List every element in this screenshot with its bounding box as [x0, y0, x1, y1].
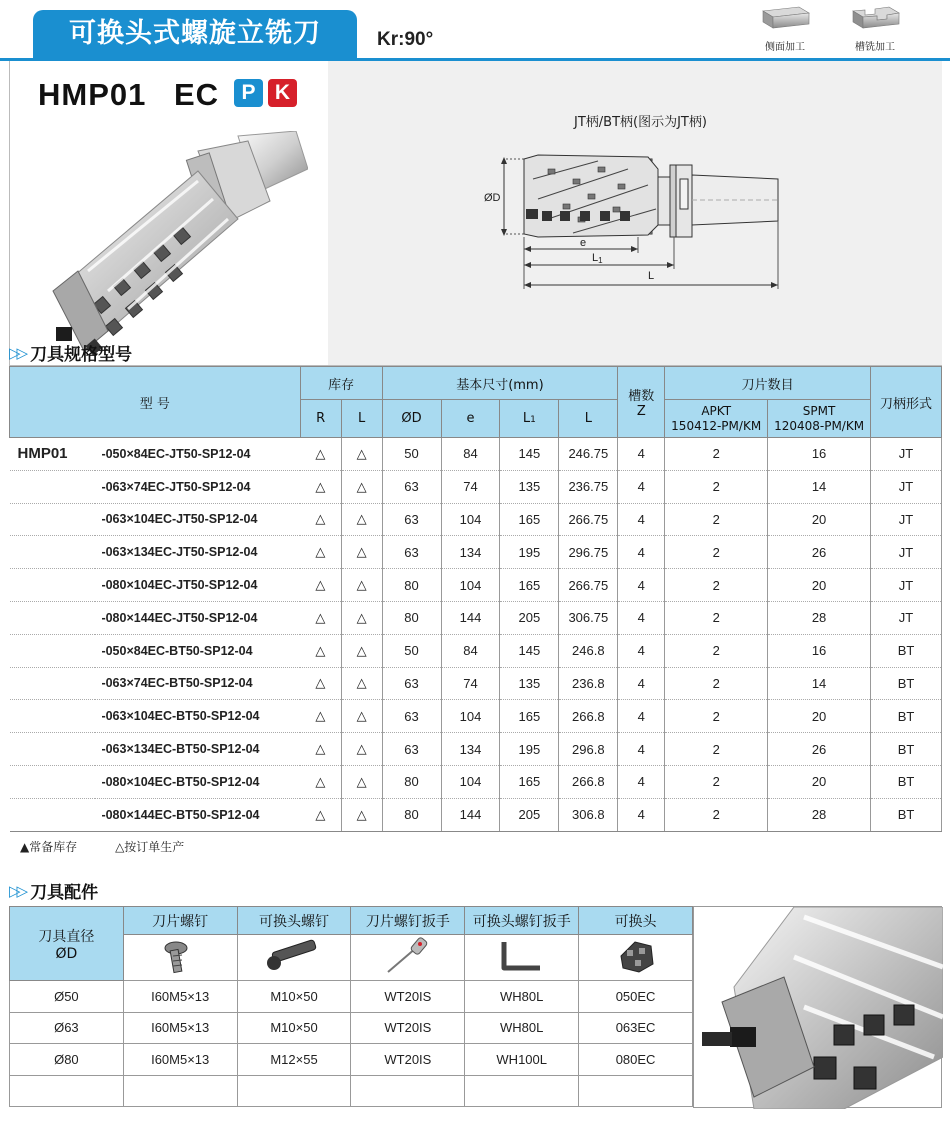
- model-cell: -063×104EC-JT50-SP12-04: [95, 503, 300, 536]
- acc-header-insert-screw: 刀片螺钉: [123, 907, 237, 935]
- l1-cell: 145: [500, 634, 559, 667]
- apkt-cell: 2: [665, 569, 768, 602]
- diameter-cell: Ø80: [10, 1044, 124, 1076]
- accessory-row: [10, 1012, 693, 1044]
- blank-cell: [237, 1075, 351, 1107]
- series-cell: [10, 470, 96, 503]
- stock-l-cell: △: [341, 470, 382, 503]
- apkt-cell: 2: [665, 601, 768, 634]
- e-cell: 134: [441, 733, 500, 766]
- l1-cell: 165: [500, 569, 559, 602]
- flutes-cell: 4: [618, 700, 665, 733]
- acc-header-head: 可换头: [579, 907, 693, 935]
- slot-milling-icon: [849, 5, 901, 29]
- model-name: [38, 77, 219, 113]
- series-cell: HMP01: [10, 438, 96, 471]
- diameter-label: ØD: [484, 192, 501, 204]
- apkt-cell: 2: [665, 765, 768, 798]
- flutes-cell: 4: [618, 569, 665, 602]
- spec-row: [10, 438, 942, 471]
- l-cell: 306.75: [559, 601, 618, 634]
- spmt-cell: 28: [768, 798, 871, 831]
- head-cell: 063EC: [579, 1012, 693, 1044]
- stock-l-cell: △: [341, 438, 382, 471]
- l-cell: 236.75: [559, 470, 618, 503]
- header-inserts: 刀片数目: [665, 367, 871, 400]
- stock-l-cell: △: [341, 569, 382, 602]
- head-screw-cell: M10×50: [237, 1012, 351, 1044]
- stock-r-cell: △: [300, 601, 341, 634]
- head-wrench-cell: WH80L: [465, 1012, 579, 1044]
- e-cell: 104: [441, 569, 500, 602]
- shank-cell: BT: [871, 765, 942, 798]
- accessory-blank-row: [10, 1075, 693, 1107]
- head-screw-picture: [237, 935, 351, 981]
- diagram-caption: JT柄/BT柄(图示为JT柄): [574, 115, 707, 130]
- series-cell: [10, 700, 96, 733]
- apkt-cell: 2: [665, 536, 768, 569]
- model-cell: -050×84EC-BT50-SP12-04: [95, 634, 300, 667]
- e-cell: 144: [441, 798, 500, 831]
- diameter-cell: 63: [382, 733, 441, 766]
- spec-row: [10, 601, 942, 634]
- spmt-cell: 20: [768, 700, 871, 733]
- l-cell: 266.75: [559, 503, 618, 536]
- header-e: e: [441, 400, 500, 438]
- flutes-cell: 4: [618, 798, 665, 831]
- accessory-section-heading: [9, 878, 98, 903]
- material-badge-k: K: [268, 79, 297, 107]
- dimension-diagram-panel: [328, 61, 942, 365]
- flutes-cell: 4: [618, 536, 665, 569]
- spec-row: [10, 569, 942, 602]
- l-cell: 266.8: [559, 700, 618, 733]
- stock-l-cell: △: [341, 700, 382, 733]
- spmt-cell: 28: [768, 601, 871, 634]
- flutes-cell: 4: [618, 438, 665, 471]
- stock-r-cell: △: [300, 798, 341, 831]
- diameter-cell: 63: [382, 667, 441, 700]
- l1-cell: 135: [500, 470, 559, 503]
- l1-cell: 205: [500, 798, 559, 831]
- kr-angle: Kr:90°: [377, 29, 434, 50]
- diameter-cell: 63: [382, 470, 441, 503]
- accessory-table: [9, 906, 693, 1107]
- flutes-cell: 4: [618, 503, 665, 536]
- spmt-cell: 26: [768, 536, 871, 569]
- flutes-cell: 4: [618, 601, 665, 634]
- stock-l-cell: △: [341, 601, 382, 634]
- flutes-cell: 4: [618, 733, 665, 766]
- apkt-cell: 2: [665, 438, 768, 471]
- spec-row: [10, 470, 942, 503]
- insert-screw-cell: I60M5×13: [123, 1012, 237, 1044]
- shank-cell: JT: [871, 569, 942, 602]
- stock-r-cell: △: [300, 503, 341, 536]
- header-l: L: [559, 400, 618, 438]
- diameter-cell: Ø50: [10, 981, 124, 1013]
- legend-standard-stock: ▲常备库存: [20, 840, 78, 854]
- torx-wrench-icon: [380, 936, 436, 976]
- header-dimensions: 基本尺寸(mm): [382, 367, 618, 400]
- blank-cell: [351, 1075, 465, 1107]
- stock-r-cell: △: [300, 667, 341, 700]
- spmt-cell: 14: [768, 470, 871, 503]
- shank-cell: BT: [871, 667, 942, 700]
- diameter-cell: Ø63: [10, 1012, 124, 1044]
- diameter-cell: 80: [382, 798, 441, 831]
- l1-cell: 195: [500, 536, 559, 569]
- acc-header-diameter: 刀具直径 ØD: [10, 907, 124, 981]
- spmt-cell: 20: [768, 503, 871, 536]
- spec-row: [10, 765, 942, 798]
- spmt-cell: 16: [768, 634, 871, 667]
- stock-r-cell: △: [300, 634, 341, 667]
- shank-cell: JT: [871, 438, 942, 471]
- l-cell: 296.8: [559, 733, 618, 766]
- model-cell: -050×84EC-JT50-SP12-04: [95, 438, 300, 471]
- l1-cell: 165: [500, 700, 559, 733]
- series-cell: [10, 569, 96, 602]
- header-d: ØD: [382, 400, 441, 438]
- e-cell: 104: [441, 765, 500, 798]
- stock-r-cell: △: [300, 470, 341, 503]
- diameter-cell: 80: [382, 765, 441, 798]
- header-flutes: 槽数 Z: [618, 367, 665, 438]
- torx-wrench-picture: [351, 935, 465, 981]
- slot-milling-label: 槽铣加工: [855, 42, 895, 53]
- dim-l1-label: L1: [592, 252, 603, 265]
- accessory-row: [10, 1044, 693, 1076]
- blank-cell: [123, 1075, 237, 1107]
- l1-cell: 135: [500, 667, 559, 700]
- insert-wrench-cell: WT20IS: [351, 981, 465, 1013]
- flutes-cell: 4: [618, 667, 665, 700]
- hex-wrench-picture: [465, 935, 579, 981]
- acc-header-head-screw: 可换头螺钉: [237, 907, 351, 935]
- stock-r-cell: △: [300, 569, 341, 602]
- insert-screw-cell: I60M5×13: [123, 981, 237, 1013]
- apkt-cell: 2: [665, 667, 768, 700]
- l-cell: 296.75: [559, 536, 618, 569]
- spec-row: [10, 798, 942, 831]
- header-l1: L1: [500, 400, 559, 438]
- head-wrench-cell: WH80L: [465, 981, 579, 1013]
- spec-row: [10, 634, 942, 667]
- dimension-drawing: [478, 149, 818, 294]
- accessory-row: [10, 981, 693, 1013]
- head-wrench-cell: WH100L: [465, 1044, 579, 1076]
- hex-wrench-icon: [494, 936, 550, 976]
- side-milling-icon: [759, 5, 811, 29]
- stock-l-cell: △: [341, 765, 382, 798]
- shank-cell: JT: [871, 470, 942, 503]
- l1-cell: 165: [500, 503, 559, 536]
- l-cell: 266.75: [559, 569, 618, 602]
- e-cell: 74: [441, 470, 500, 503]
- blank-cell: [465, 1075, 579, 1107]
- acc-header-insert-wrench: 刀片螺钉扳手: [351, 907, 465, 935]
- shank-cell: JT: [871, 503, 942, 536]
- side-milling-label: 侧面加工: [765, 42, 805, 53]
- header-stock: 库存: [300, 367, 382, 400]
- shank-cell: BT: [871, 798, 942, 831]
- header-stock-r: R: [300, 400, 341, 438]
- diameter-cell: 80: [382, 601, 441, 634]
- head-cell: 050EC: [579, 981, 693, 1013]
- spec-table: [9, 366, 942, 832]
- side-milling-operation: [755, 5, 815, 53]
- product-hero: [9, 61, 942, 366]
- model-type: EC: [174, 77, 220, 112]
- spec-row: [10, 667, 942, 700]
- spmt-cell: 14: [768, 667, 871, 700]
- apkt-cell: 2: [665, 470, 768, 503]
- model-cell: -080×144EC-JT50-SP12-04: [95, 601, 300, 634]
- spec-section-heading: [9, 340, 132, 365]
- diameter-cell: 63: [382, 536, 441, 569]
- flutes-cell: 4: [618, 634, 665, 667]
- flutes-cell: 4: [618, 470, 665, 503]
- stock-r-cell: △: [300, 438, 341, 471]
- header-shank: 刀柄形式: [871, 367, 942, 438]
- l-cell: 246.75: [559, 438, 618, 471]
- l-cell: 246.8: [559, 634, 618, 667]
- spmt-cell: 20: [768, 569, 871, 602]
- l1-cell: 205: [500, 601, 559, 634]
- stock-l-cell: △: [341, 634, 382, 667]
- stock-r-cell: △: [300, 536, 341, 569]
- stock-l-cell: △: [341, 667, 382, 700]
- shank-cell: BT: [871, 634, 942, 667]
- series-cell: [10, 601, 96, 634]
- stock-l-cell: △: [341, 503, 382, 536]
- spec-row: [10, 536, 942, 569]
- insert-screw-picture: [123, 935, 237, 981]
- stock-r-cell: △: [300, 700, 341, 733]
- cutter-head-picture: [579, 935, 693, 981]
- series-cell: [10, 765, 96, 798]
- header-apkt: APKT 150412-PM/KM: [665, 400, 768, 438]
- apkt-cell: 2: [665, 634, 768, 667]
- series-cell: [10, 667, 96, 700]
- header-spmt: SPMT 120408-PM/KM: [768, 400, 871, 438]
- insert-wrench-cell: WT20IS: [351, 1012, 465, 1044]
- l1-cell: 195: [500, 733, 559, 766]
- head-screw-cell: M12×55: [237, 1044, 351, 1076]
- acc-header-head-wrench: 可换头螺钉扳手: [465, 907, 579, 935]
- model-cell: -063×134EC-JT50-SP12-04: [95, 536, 300, 569]
- e-cell: 74: [441, 667, 500, 700]
- dim-e-label: e: [580, 237, 587, 249]
- stock-r-cell: △: [300, 765, 341, 798]
- e-cell: 134: [441, 536, 500, 569]
- header-stock-l: L: [341, 400, 382, 438]
- insert-screw-icon: [160, 936, 200, 976]
- chevron-right-icon: ▷▷: [9, 881, 25, 900]
- l1-cell: 165: [500, 765, 559, 798]
- series-cell: [10, 503, 96, 536]
- spmt-cell: 20: [768, 765, 871, 798]
- stock-legend: [20, 838, 218, 855]
- shank-cell: BT: [871, 733, 942, 766]
- model-cell: -063×74EC-JT50-SP12-04: [95, 470, 300, 503]
- stock-r-cell: △: [300, 733, 341, 766]
- header-model: 型 号: [10, 367, 301, 438]
- stock-l-cell: △: [341, 733, 382, 766]
- diameter-cell: 63: [382, 503, 441, 536]
- end-mill-photo: [48, 131, 308, 361]
- slot-milling-operation: [845, 5, 905, 53]
- shank-cell: BT: [871, 700, 942, 733]
- model-cell: -080×104EC-BT50-SP12-04: [95, 765, 300, 798]
- apkt-cell: 2: [665, 700, 768, 733]
- chevron-right-icon: ▷▷: [9, 343, 25, 362]
- page-title: 可换头式螺旋立铣刀: [33, 10, 357, 58]
- e-cell: 84: [441, 634, 500, 667]
- e-cell: 84: [441, 438, 500, 471]
- series-cell: [10, 536, 96, 569]
- spec-row: [10, 700, 942, 733]
- model-cell: -063×134EC-BT50-SP12-04: [95, 733, 300, 766]
- material-badge-p: P: [234, 79, 263, 107]
- diameter-cell: 80: [382, 569, 441, 602]
- series-cell: [10, 634, 96, 667]
- apkt-cell: 2: [665, 798, 768, 831]
- e-cell: 104: [441, 700, 500, 733]
- flutes-cell: 4: [618, 765, 665, 798]
- accessory-section-title: 刀具配件: [30, 883, 99, 903]
- end-mill-closeup-icon: [694, 907, 943, 1109]
- insert-screw-cell: I60M5×13: [123, 1044, 237, 1076]
- insert-wrench-cell: WT20IS: [351, 1044, 465, 1076]
- shank-cell: JT: [871, 601, 942, 634]
- model-cell: -080×104EC-JT50-SP12-04: [95, 569, 300, 602]
- e-cell: 144: [441, 601, 500, 634]
- e-cell: 104: [441, 503, 500, 536]
- apkt-cell: 2: [665, 733, 768, 766]
- series-cell: [10, 733, 96, 766]
- l1-cell: 145: [500, 438, 559, 471]
- spmt-cell: 16: [768, 438, 871, 471]
- product-photo-panel: [10, 61, 328, 365]
- head-screw-cell: M10×50: [237, 981, 351, 1013]
- diameter-cell: 63: [382, 700, 441, 733]
- blank-cell: [579, 1075, 693, 1107]
- l-cell: 266.8: [559, 765, 618, 798]
- shank-cell: JT: [871, 536, 942, 569]
- l-cell: 236.8: [559, 667, 618, 700]
- apkt-cell: 2: [665, 503, 768, 536]
- l-cell: 306.8: [559, 798, 618, 831]
- diameter-cell: 50: [382, 634, 441, 667]
- stock-l-cell: △: [341, 536, 382, 569]
- stock-l-cell: △: [341, 798, 382, 831]
- spmt-cell: 26: [768, 733, 871, 766]
- model-cell: -080×144EC-BT50-SP12-04: [95, 798, 300, 831]
- tool-assembly-photo: [693, 906, 942, 1108]
- spec-section-title: 刀具规格型号: [30, 345, 133, 365]
- spec-row: [10, 733, 942, 766]
- diameter-cell: 50: [382, 438, 441, 471]
- series-cell: [10, 798, 96, 831]
- dim-l-label: L: [648, 270, 655, 282]
- cutter-head-icon: [611, 936, 661, 976]
- head-screw-icon: [266, 936, 322, 976]
- blank-cell: [10, 1075, 124, 1107]
- head-cell: 080EC: [579, 1044, 693, 1076]
- spec-row: [10, 503, 942, 536]
- legend-made-to-order: △按订单生产: [115, 840, 185, 854]
- model-cell: -063×104EC-BT50-SP12-04: [95, 700, 300, 733]
- model-cell: -063×74EC-BT50-SP12-04: [95, 667, 300, 700]
- model-code: HMP01: [38, 77, 147, 112]
